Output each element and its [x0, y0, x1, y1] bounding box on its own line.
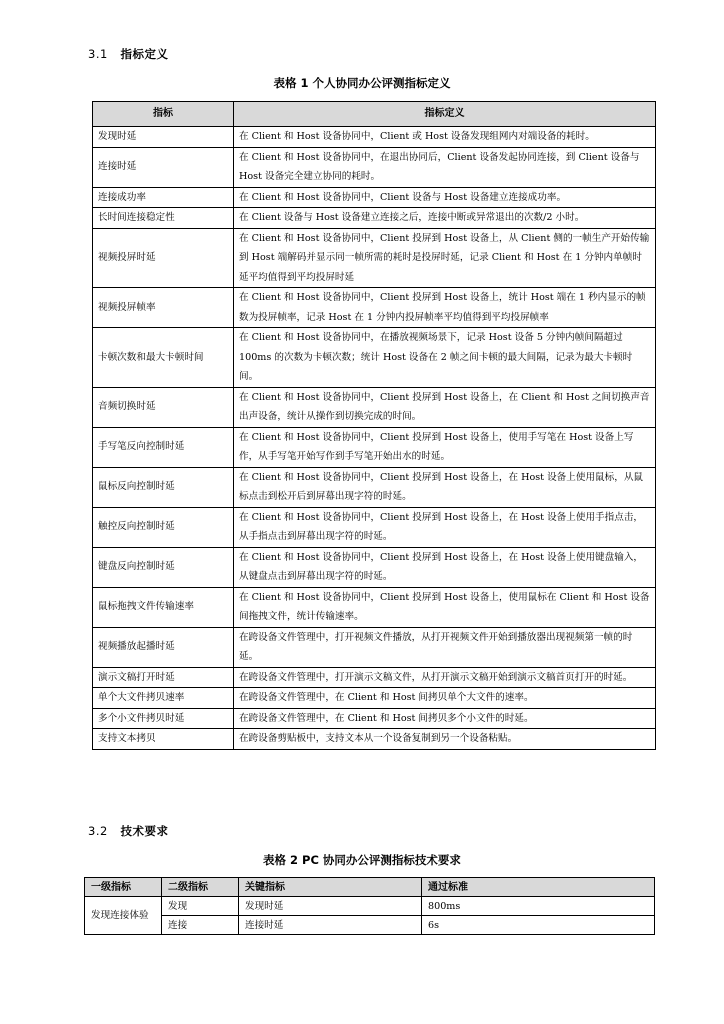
table-row: [93, 688, 656, 709]
table-cell-indicator: 连接时延: [93, 147, 234, 187]
table-cell-indicator: 视频播放起播时延: [93, 627, 234, 667]
table-cell-indicator: 多个小文件拷贝时延: [93, 708, 234, 729]
section-number: 3.2: [88, 824, 108, 838]
table-cell-definition: 在 Client 和 Host 设备协同中，Client 或 Host 设备发现组网内对端设备的耗时。: [234, 127, 656, 148]
column-header-level1: 一级指标: [85, 878, 162, 897]
table-cell-definition: 在 Client 设备与 Host 设备建立连接之后，连接中断或异常退出的次数/2 小时。: [234, 208, 656, 229]
table-cell-indicator: 单个大文件拷贝速率: [93, 688, 234, 709]
column-header-pass-standard: 通过标准: [422, 878, 655, 897]
column-header-key-indicator: 关键指标: [239, 878, 422, 897]
table-cell-level1: 发现连接体验: [85, 897, 162, 935]
table-cell-definition: 在 Client 和 Host 设备协同中，Client 投屏到 Host 设备上，在 Client 和 Host 之间切换声音出声设备，统计从操作到切换完成的时间。: [234, 387, 656, 427]
indicator-definition-table: [92, 101, 656, 750]
table-cell-definition: 在 Client 和 Host 设备协同中，Client 投屏到 Host 设备上，统计 Host 端在 1 秒内显示的帧数为投屏帧率，记录 Host 在 1 分钟内投屏帧率平均值得到平均投屏帧率: [234, 288, 656, 328]
table-cell-indicator: 视频投屏时延: [93, 228, 234, 288]
table-row: [93, 667, 656, 688]
table-row: [93, 228, 656, 288]
table-row: [93, 427, 656, 467]
table-row: [93, 729, 656, 750]
table-cell-definition: 在跨设备剪贴板中，支持文本从一个设备复制到另一个设备粘贴。: [234, 729, 656, 750]
table-row: [93, 507, 656, 547]
table-row: [93, 288, 656, 328]
table-cell-definition: 在 Client 和 Host 设备协同中，Client 设备与 Host 设备建立连接成功率。: [234, 187, 656, 208]
table-cell-pass-standard: 800ms: [422, 897, 655, 916]
table-cell-indicator: 长时间连接稳定性: [93, 208, 234, 229]
table-cell-definition: 在 Client 和 Host 设备协同中，Client 投屏到 Host 设备上，从 Client 侧的一帧生产开始传输到 Host 端解码并显示同一帧所需的耗时是投屏时延，记录 Client 和 Host 在 1 分钟内单帧时延平均值得到平均投屏时延: [234, 228, 656, 288]
table-cell-indicator: 卡顿次数和最大卡顿时间: [93, 328, 234, 388]
section-title: 指标定义: [120, 47, 169, 61]
table-cell-indicator: 演示文稿打开时延: [93, 667, 234, 688]
table-row: [93, 387, 656, 427]
table-cell-definition: 在跨设备文件管理中，打开演示文稿文件，从打开演示文稿开始到演示文稿首页打开的时延。: [234, 667, 656, 688]
table-cell-key-indicator: 连接时延: [239, 916, 422, 935]
technical-requirement-table: [84, 877, 655, 935]
table-cell-indicator: 鼠标拖拽文件传输速率: [93, 587, 234, 627]
table-cell-indicator: 支持文本拷贝: [93, 729, 234, 750]
table-row: [93, 187, 656, 208]
column-header-level2: 二级指标: [162, 878, 239, 897]
table-cell-indicator: 发现时延: [93, 127, 234, 148]
section-heading-3-2: [88, 823, 169, 839]
table-cell-definition: 在跨设备文件管理中，在 Client 和 Host 间拷贝单个大文件的速率。: [234, 688, 656, 709]
table-row: [93, 708, 656, 729]
table-row: [93, 467, 656, 507]
section-number: 3.1: [88, 47, 108, 61]
table-row: [93, 208, 656, 229]
table-cell-key-indicator: 发现时延: [239, 897, 422, 916]
table-cell-definition: 在 Client 和 Host 设备协同中，Client 投屏到 Host 设备上，使用手写笔在 Host 设备上写作，从手写笔开始写作到手写笔开始出水的时延。: [234, 427, 656, 467]
table-row: [93, 627, 656, 667]
table-cell-indicator: 视频投屏帧率: [93, 288, 234, 328]
table-cell-indicator: 音频切换时延: [93, 387, 234, 427]
table-cell-pass-standard: 6s: [422, 916, 655, 935]
section-title: 技术要求: [120, 824, 169, 838]
table-cell-definition: 在 Client 和 Host 设备协同中，在播放视频场景下，记录 Host 设备 5 分钟内帧间隔超过 100ms 的次数为卡顿次数；统计 Host 设备在 2 帧之间卡顿的最大间隔，记录为最大卡顿时间。: [234, 328, 656, 388]
table-row: [93, 127, 656, 148]
table-cell-indicator: 连接成功率: [93, 187, 234, 208]
table-cell-indicator: 触控反向控制时延: [93, 507, 234, 547]
table-cell-definition: 在 Client 和 Host 设备协同中，在退出协同后，Client 设备发起协同连接，到 Client 设备与 Host 设备完全建立协同的耗时。: [234, 147, 656, 187]
table-cell-definition: 在跨设备文件管理中，打开视频文件播放，从打开视频文件开始到播放器出现视频第一帧的时延。: [234, 627, 656, 667]
table-row: [85, 897, 655, 916]
table-row: [93, 328, 656, 388]
column-header-indicator: 指标: [93, 102, 234, 127]
table-cell-definition: 在 Client 和 Host 设备协同中，Client 投屏到 Host 设备上，使用鼠标在 Client 和 Host 设备间拖拽文件，统计传输速率。: [234, 587, 656, 627]
table-row: [85, 916, 655, 935]
table-cell-level2: 连接: [162, 916, 239, 935]
table-cell-indicator: 手写笔反向控制时延: [93, 427, 234, 467]
table-cell-definition: 在跨设备文件管理中，在 Client 和 Host 间拷贝多个小文件的时延。: [234, 708, 656, 729]
table1-body: [93, 127, 656, 750]
section-heading-3-1: [88, 46, 169, 62]
table-cell-level2: 发现: [162, 897, 239, 916]
table-row: [93, 147, 656, 187]
column-header-definition: 指标定义: [234, 102, 656, 127]
table-cell-indicator: 鼠标反向控制时延: [93, 467, 234, 507]
table-cell-definition: 在 Client 和 Host 设备协同中，Client 投屏到 Host 设备上，在 Host 设备上使用鼠标，从鼠标点击到松开后到屏幕出现字符的时延。: [234, 467, 656, 507]
table-cell-indicator: 键盘反向控制时延: [93, 547, 234, 587]
table-header-row: [93, 102, 656, 127]
table-row: [93, 587, 656, 627]
table-cell-definition: 在 Client 和 Host 设备协同中，Client 投屏到 Host 设备上，在 Host 设备上使用键盘输入，从键盘点击到屏幕出现字符的时延。: [234, 547, 656, 587]
table-cell-definition: 在 Client 和 Host 设备协同中，Client 投屏到 Host 设备上，在 Host 设备上使用手指点击，从手指点击到屏幕出现字符的时延。: [234, 507, 656, 547]
table-header-row: [85, 878, 655, 897]
table-row: [93, 547, 656, 587]
table2-caption: 表格 2 PC 协同办公评测指标技术要求: [263, 853, 461, 867]
table1-caption: 表格 1 个人协同办公评测指标定义: [273, 76, 451, 90]
